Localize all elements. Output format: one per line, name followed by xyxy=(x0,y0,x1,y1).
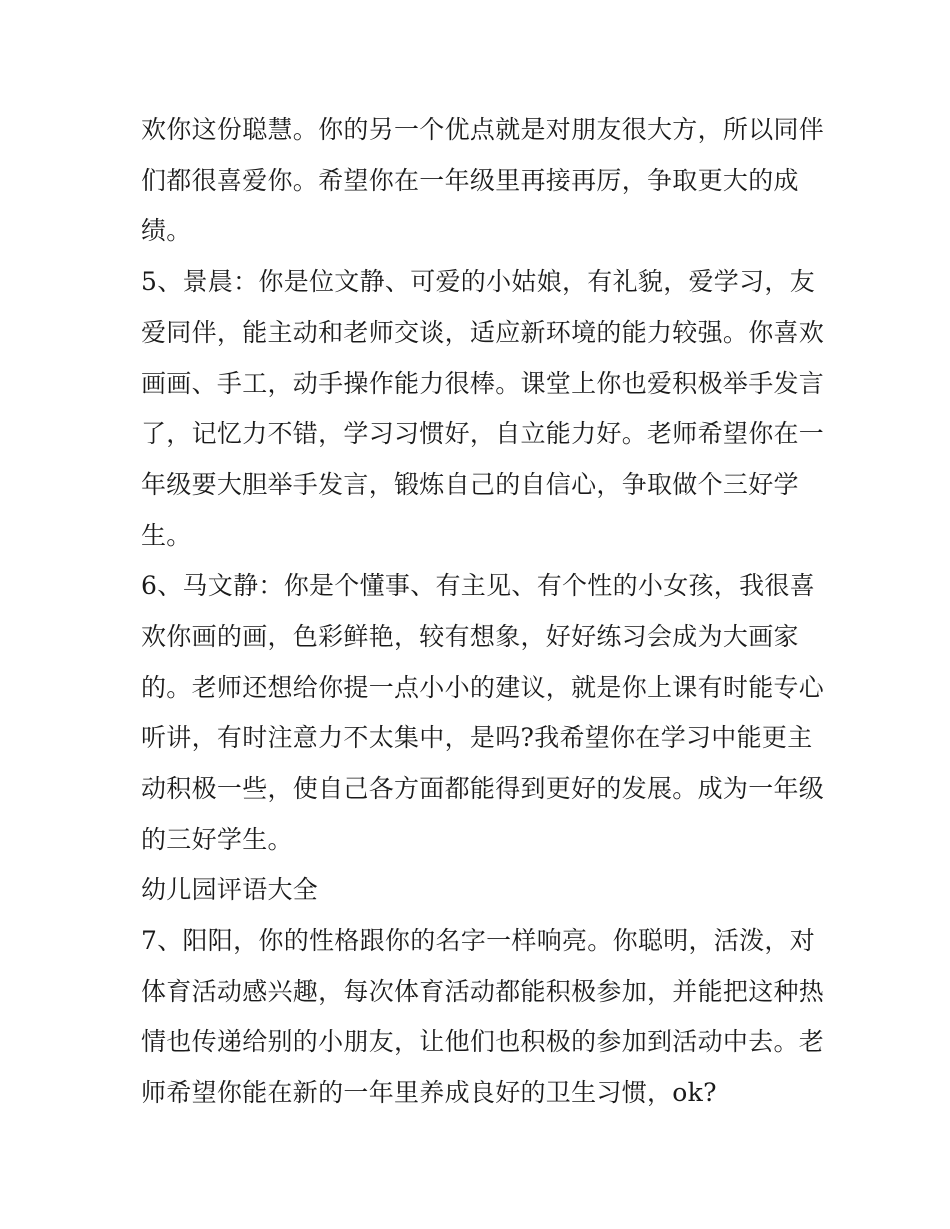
text-line: 的三好学生。 xyxy=(141,825,293,854)
text-line: 5、景晨：你是位文静、可爱的小姑娘，有礼貌，爱学习，友 xyxy=(141,267,816,296)
text-line: 体育活动感兴趣，每次体育活动都能积极参加，并能把这种热 xyxy=(141,977,825,1006)
text-line: 生。 xyxy=(141,521,192,550)
text-line: 画画、手工，动手操作能力很棒。课堂上你也爱积极举手发言 xyxy=(141,369,825,398)
text-line: 师希望你能在新的一年里养成良好的卫生习惯，ok? xyxy=(141,1078,717,1107)
text-line: 听讲，有时注意力不太集中，是吗?我希望你在学习中能更主 xyxy=(141,723,813,752)
text-line: 7、阳阳，你的性格跟你的名字一样响亮。你聪明，活泼，对 xyxy=(141,926,816,955)
text-line: 了，记忆力不错，学习习惯好，自立能力好。老师希望你在一 xyxy=(141,419,825,448)
text-line: 们都很喜爱你。希望你在一年级里再接再厉，争取更大的成 xyxy=(141,166,799,195)
text-line: 的。老师还想给你提一点小小的建议，就是你上课有时能专心 xyxy=(141,673,825,702)
section-heading: 幼儿园评语大全 xyxy=(141,875,319,904)
text-line: 情也传递给别的小朋友，让他们也积极的参加到活动中去。老 xyxy=(141,1027,825,1056)
text-line: 年级要大胆举手发言，锻炼自己的自信心，争取做个三好学 xyxy=(141,470,799,499)
text-line: 6、马文静：你是个懂事、有主见、有个性的小女孩，我很喜 xyxy=(141,571,816,600)
text-line: 欢你画的画，色彩鲜艳，较有想象，好好练习会成为大画家 xyxy=(141,622,799,651)
text-line: 爱同伴，能主动和老师交谈，适应新环境的能力较强。你喜欢 xyxy=(141,318,825,347)
text-line: 绩。 xyxy=(141,216,192,245)
text-line: 动积极一些，使自己各方面都能得到更好的发展。成为一年级 xyxy=(141,774,825,803)
text-line: 欢你这份聪慧。你的另一个优点就是对朋友很大方，所以同伴 xyxy=(141,115,825,144)
